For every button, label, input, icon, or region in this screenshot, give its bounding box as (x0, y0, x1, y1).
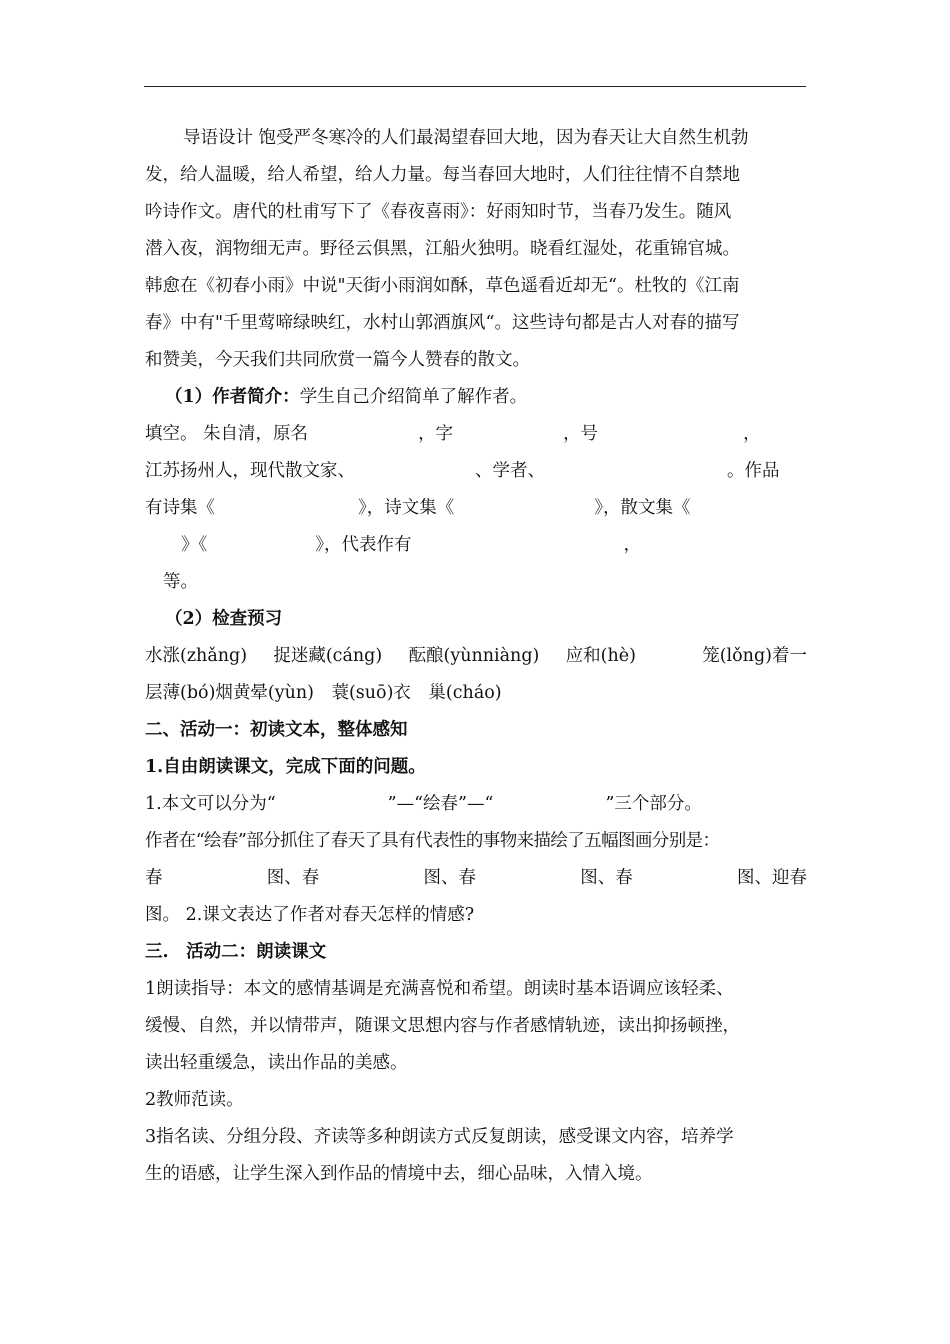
author-fill-line-5: 等。 (163, 572, 198, 592)
activity1-q1-b: ”—“绘春”—“ (387, 794, 494, 814)
author-heading: （1）作者简介： (165, 387, 300, 407)
activity1-q1-line-4: 图。 2.课文表达了作者对春天怎样的情感? (145, 905, 475, 925)
author-l4-c: ， (623, 535, 641, 555)
author-l3-a: 有诗集《 (145, 498, 215, 518)
author-l2-a: 江苏扬州人，现代散文家、 (145, 461, 355, 481)
author-l4-b: 》，代表作有 (315, 535, 412, 555)
picture-label-4: 图、春 (580, 868, 633, 888)
activity2-p3-line-2: 生的语感，让学生深入到作品的情境中去，细心品味，入情入境。 (145, 1164, 653, 1184)
author-heading-rest: 学生自己介绍简单了解作者。 (299, 387, 528, 407)
document-body (145, 120, 807, 1193)
picture-label-3: 图、春 (423, 868, 476, 888)
preview-word-2: 捉迷藏(cáng) (273, 646, 383, 666)
activity1-q1-a: 1.本文可以分为“ (145, 794, 276, 814)
intro-line-4: 潜入夜，润物细无声。野径云俱黑，江船火独明。晓看红湿处，花重锦官城。 (145, 239, 740, 259)
activity2-p1-line-1: 1朗读指导：本文的感情基调是充满喜悦和希望。朗读时基本语调应该轻柔、 (145, 979, 734, 999)
intro-line-6: 春》中有"千里莺啼绿映红，水村山郭酒旗风“。这些诗句都是古人对春的描写 (145, 313, 740, 333)
author-l3-b: 》，诗文集《 (358, 498, 455, 518)
activity2-p3-line-1: 3指名读、分组分段、齐读等多种朗读方式反复朗读，感受课文内容，培养学 (145, 1127, 734, 1147)
author-l1-d: ， (743, 424, 761, 444)
activity1-q1-c: ”三个部分。 (605, 794, 702, 814)
intro-line-5: 韩愈在《初春小雨》中说"天街小雨润如酥，草色遥看近却无“。杜牧的《江南 (145, 276, 740, 296)
author-fill-line-1 (145, 416, 807, 453)
preview-heading: （2）检查预习 (165, 609, 283, 629)
activity1-subheading: 1.自由朗读课文，完成下面的问题。 (145, 757, 426, 777)
intro-line-1: 导语设计 饱受严冬寒冷的人们最渴望春回大地，因为春天让大自然生机勃 (183, 128, 749, 148)
activity1-q1-line-2: 作者在“绘春”部分抓住了春天了具有代表性的事物来描绘了五幅图画分别是： (145, 831, 720, 851)
picture-label-2: 图、春 (266, 868, 320, 888)
author-l1-c: ，号 (563, 424, 599, 444)
author-fill-line-3 (145, 490, 807, 527)
activity2-p1-line-2: 缓慢、自然，并以情带声，随课文思想内容与作者感情轨迹，读出抑扬顿挫， (145, 1016, 740, 1036)
activity1-heading: 二、活动一：初读文本，整体感知 (145, 720, 408, 740)
author-l2-b: 、学者、 (475, 461, 545, 481)
intro-line-2: 发，给人温暖，给人希望，给人力量。每当春回大地时，人们往往情不自禁地 (145, 165, 740, 185)
activity2-p1-line-3: 读出轻重缓急，读出作品的美感。 (145, 1053, 408, 1073)
intro-line-7: 和赞美，今天我们共同欣赏一篇今人赞春的散文。 (145, 350, 530, 370)
author-l2-c: 。作品 (727, 461, 780, 481)
activity2-heading: 三. 活动二：朗读课文 (145, 942, 327, 962)
picture-label-1: 春 (145, 868, 163, 888)
activity1-q1-line-1 (145, 786, 807, 823)
author-fill-line-2 (145, 453, 807, 490)
author-l1-b: ，字 (418, 424, 454, 444)
intro-line-3: 吟诗作文。唐代的杜甫写下了《春夜喜雨》：好雨知时节，当春乃发生。随风 (145, 202, 732, 222)
author-fill-line-4 (145, 527, 807, 564)
author-l3-c: 》，散文集《 (594, 498, 691, 518)
preview-word-5: 笼(lǒng)着一 (702, 646, 807, 666)
activity2-p2: 2教师范读。 (145, 1090, 244, 1110)
activity1-pictures-row (145, 860, 807, 897)
picture-label-5: 图、迎春 (737, 868, 807, 888)
author-l1-a: 填空。 朱自清，原名 (145, 424, 309, 444)
header-rule (144, 86, 806, 87)
preview-row-1 (145, 638, 807, 675)
preview-word-4: 应和(hè) (565, 646, 636, 666)
author-l4-a: 》《 (181, 535, 208, 555)
author-heading-line (145, 379, 807, 416)
preview-word-1: 水涨(zhǎng) (145, 646, 248, 666)
preview-row-2: 层薄(bó)烟黄晕(yùn) 蓑(suō)衣 巢(cháo) (145, 683, 502, 703)
preview-word-3: 酝酿(yùnniàng) (408, 646, 540, 666)
